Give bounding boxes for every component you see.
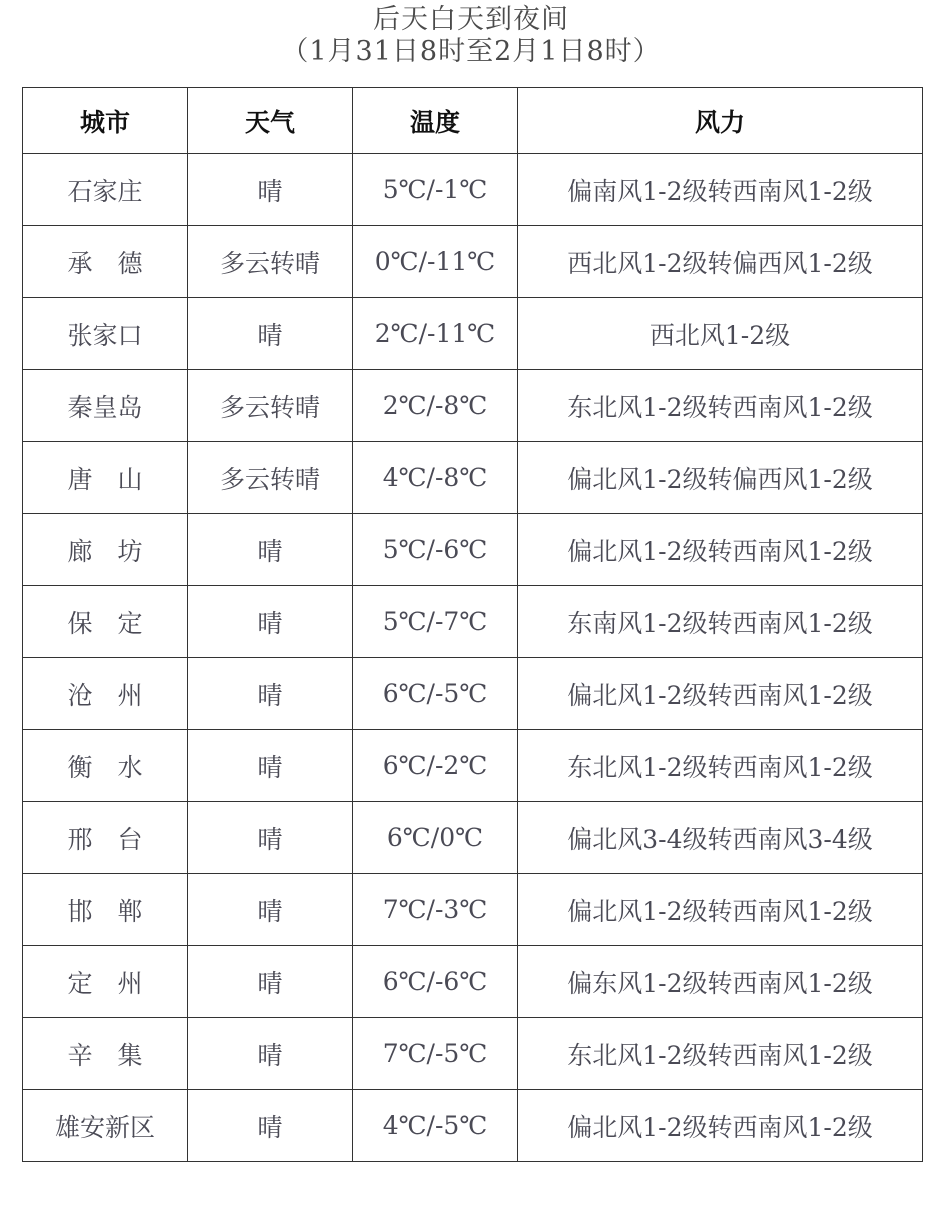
title-line-2: （1月31日8时至2月1日8时）	[281, 36, 661, 67]
wind-cell: 西北风1-2级	[518, 298, 923, 370]
city-cell: 廊 坊	[23, 514, 188, 586]
temperature-cell: 6℃/-5℃	[353, 658, 518, 730]
weather-cell: 多云转晴	[188, 226, 353, 298]
table-row	[23, 586, 923, 658]
weather-cell: 晴	[188, 802, 353, 874]
city-cell: 邢 台	[23, 802, 188, 874]
weather-cell: 晴	[188, 946, 353, 1018]
weather-cell: 多云转晴	[188, 442, 353, 514]
table-row	[23, 226, 923, 298]
city-cell: 沧 州	[23, 658, 188, 730]
city-cell: 石家庄	[23, 154, 188, 226]
table-row	[23, 514, 923, 586]
table-row	[23, 154, 923, 226]
wind-cell: 东北风1-2级转西南风1-2级	[518, 1018, 923, 1090]
city-cell: 邯 郸	[23, 874, 188, 946]
weather-cell: 晴	[188, 1018, 353, 1090]
weather-cell: 晴	[188, 874, 353, 946]
table-row	[23, 658, 923, 730]
wind-cell: 偏北风1-2级转偏西风1-2级	[518, 442, 923, 514]
table-row	[23, 802, 923, 874]
weather-cell: 晴	[188, 1090, 353, 1162]
city-cell: 定 州	[23, 946, 188, 1018]
weather-cell: 晴	[188, 154, 353, 226]
temperature-cell: 5℃/-1℃	[353, 154, 518, 226]
city-cell: 张家口	[23, 298, 188, 370]
table-row	[23, 946, 923, 1018]
header-temperature: 温度	[353, 88, 518, 154]
weather-cell: 晴	[188, 586, 353, 658]
temperature-cell: 6℃/0℃	[353, 802, 518, 874]
forecast-table	[22, 87, 923, 1162]
wind-cell: 偏北风3-4级转西南风3-4级	[518, 802, 923, 874]
city-cell: 辛 集	[23, 1018, 188, 1090]
header-weather: 天气	[188, 88, 353, 154]
temperature-cell: 6℃/-2℃	[353, 730, 518, 802]
temperature-cell: 5℃/-6℃	[353, 514, 518, 586]
forecast-title	[0, 4, 942, 68]
table-row	[23, 298, 923, 370]
city-cell: 唐 山	[23, 442, 188, 514]
table-header-row	[23, 88, 923, 154]
table-row	[23, 874, 923, 946]
weather-cell: 晴	[188, 298, 353, 370]
header-city: 城市	[23, 88, 188, 154]
temperature-cell: 6℃/-6℃	[353, 946, 518, 1018]
table-row	[23, 1090, 923, 1162]
wind-cell: 东北风1-2级转西南风1-2级	[518, 730, 923, 802]
city-cell: 衡 水	[23, 730, 188, 802]
wind-cell: 偏北风1-2级转西南风1-2级	[518, 1090, 923, 1162]
temperature-cell: 4℃/-5℃	[353, 1090, 518, 1162]
wind-cell: 东北风1-2级转西南风1-2级	[518, 370, 923, 442]
temperature-cell: 7℃/-5℃	[353, 1018, 518, 1090]
temperature-cell: 4℃/-8℃	[353, 442, 518, 514]
weather-cell: 多云转晴	[188, 370, 353, 442]
city-cell: 承 德	[23, 226, 188, 298]
wind-cell: 偏南风1-2级转西南风1-2级	[518, 154, 923, 226]
city-cell: 雄安新区	[23, 1090, 188, 1162]
forecast-table-body	[23, 154, 923, 1162]
wind-cell: 偏北风1-2级转西南风1-2级	[518, 658, 923, 730]
table-row	[23, 442, 923, 514]
table-row	[23, 1018, 923, 1090]
weather-cell: 晴	[188, 514, 353, 586]
city-cell: 保 定	[23, 586, 188, 658]
weather-cell: 晴	[188, 658, 353, 730]
temperature-cell: 0℃/-11℃	[353, 226, 518, 298]
wind-cell: 偏北风1-2级转西南风1-2级	[518, 514, 923, 586]
temperature-cell: 2℃/-8℃	[353, 370, 518, 442]
wind-cell: 偏东风1-2级转西南风1-2级	[518, 946, 923, 1018]
temperature-cell: 2℃/-11℃	[353, 298, 518, 370]
temperature-cell: 7℃/-3℃	[353, 874, 518, 946]
table-row	[23, 730, 923, 802]
city-cell: 秦皇岛	[23, 370, 188, 442]
wind-cell: 西北风1-2级转偏西风1-2级	[518, 226, 923, 298]
table-row	[23, 370, 923, 442]
temperature-cell: 5℃/-7℃	[353, 586, 518, 658]
weather-cell: 晴	[188, 730, 353, 802]
header-wind: 风力	[518, 88, 923, 154]
wind-cell: 偏北风1-2级转西南风1-2级	[518, 874, 923, 946]
wind-cell: 东南风1-2级转西南风1-2级	[518, 586, 923, 658]
title-line-1: 后天白天到夜间	[373, 4, 569, 35]
